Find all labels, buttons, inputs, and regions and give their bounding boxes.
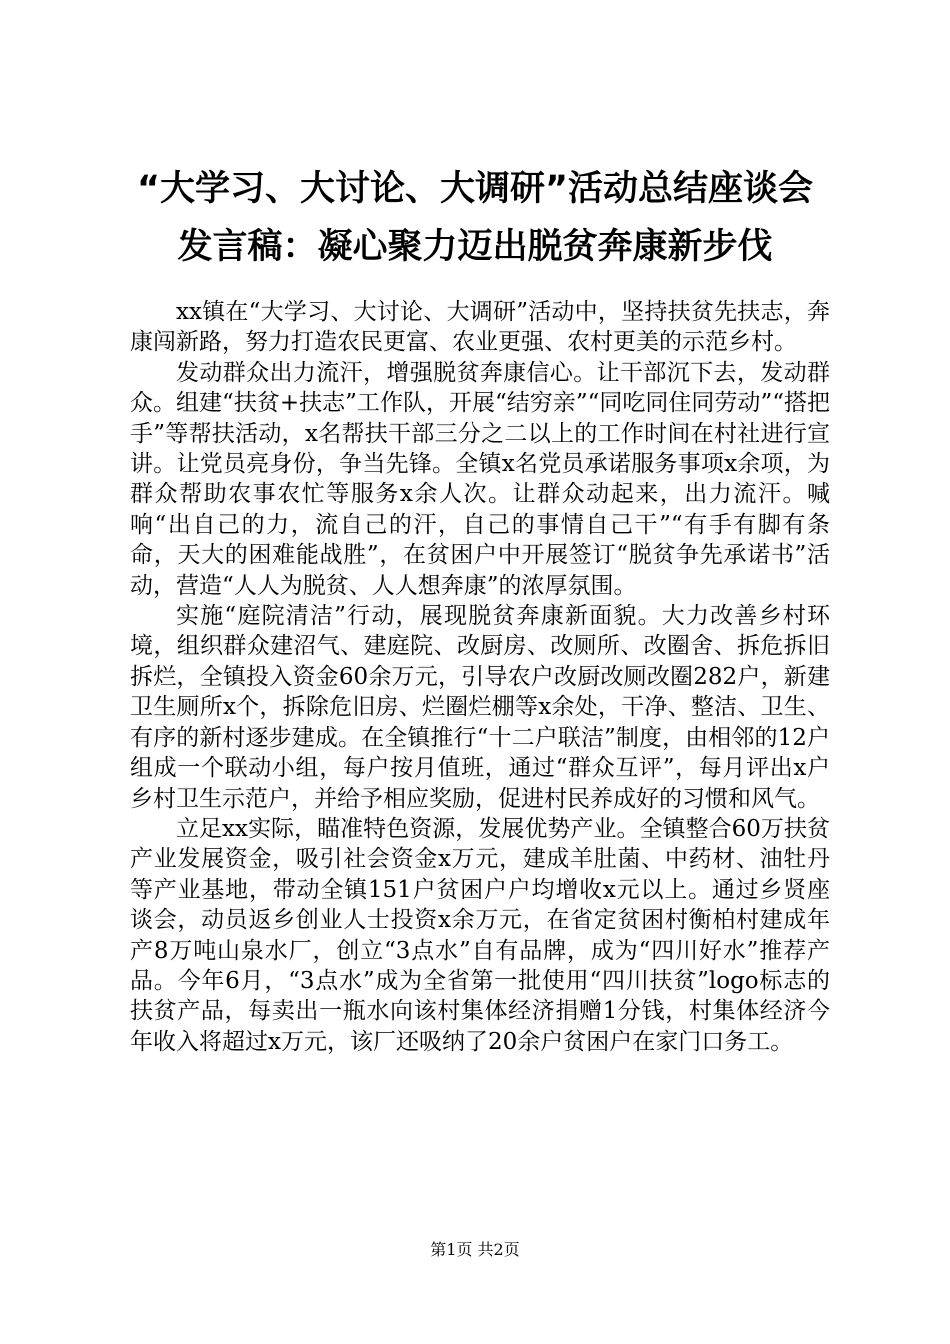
paragraph-mobilize-masses: 发动群众出力流汗，增强脱贫奔康信心。让干部沉下去，发动群众。组建“扶贫+扶志”工作队，开展“结穷亲”“同吃同住同劳动”“搭把手”等帮扶活动，x名帮扶干部三分之二以上的工作时间在村社进行宣讲。让党员亮身份，争当先锋。全镇x名党员承诺服务事项x余项，为群众帮助农事农忙等服务x余人次。让群众动起来，出力流汗。喊响“出自己的力，流自己的汗，自己的事情自己干”“有手有脚有条命，天大的困难能战胜”，在贫困户中开展签订“脱贫争先承诺书”活动，营造“人人为脱贫、人人想奔康”的浓厚氛围。 bbox=[130, 359, 830, 599]
document-title bbox=[100, 160, 850, 276]
title-line-2: 发言稿：凝心聚力迈出脱贫奔康新步伐 bbox=[177, 227, 773, 267]
document-body bbox=[130, 297, 830, 1057]
page-number: 第1页 共2页 bbox=[430, 1240, 520, 1259]
page-footer bbox=[0, 1240, 950, 1260]
title-line-1: “大学习、大讨论、大调研”活动总结座谈会 bbox=[136, 169, 813, 209]
paragraph-industry-development: 立足xx实际，瞄准特色资源，发展优势产业。全镇整合60万扶贫产业发展资金，吸引社会资金x万元，建成羊肚菌、中药材、油牡丹等产业基地，带动全镇151户贫困户户均增收x元以上。通过乡贤座谈会，动员返乡创业人士投资x余万元，在省定贫困村衡柏村建成年产8万吨山泉水厂，创立“3点水”自有品牌，成为“四川好水”推荐产品。今年6月，“3点水”成为全省第一批使用“四川扶贫”logo标志的扶贫产品，每卖出一瓶水向该村集体经济捐赠1分钱，村集体经济今年收入将超过x万元，该厂还吸纳了20余户贫困户在家门口务工。 bbox=[130, 815, 830, 1055]
paragraph-intro: xx镇在“大学习、大讨论、大调研”活动中，坚持扶贫先扶志，奔康闯新路，努力打造农民更富、农业更强、农村更美的示范乡村。 bbox=[130, 299, 830, 356]
paragraph-courtyard-cleaning: 实施“庭院清洁”行动，展现脱贫奔康新面貌。大力改善乡村环境，组织群众建沼气、建庭院、改厨房、改厕所、改圈舍、拆危拆旧拆烂，全镇投入资金60余万元，引导农户改厨改厕改圈282户，新建卫生厕所x个，拆除危旧房、烂圈烂棚等x余处，干净、整洁、卫生、有序的新村逐步建成。在全镇推行“十二户联洁”制度，由相邻的12户组成一个联动小组，每户按月值班，通过“群众互评”，每月评出x户乡村卫生示范户，并给予相应奖励，促进村民养成好的习惯和风气。 bbox=[130, 603, 830, 812]
